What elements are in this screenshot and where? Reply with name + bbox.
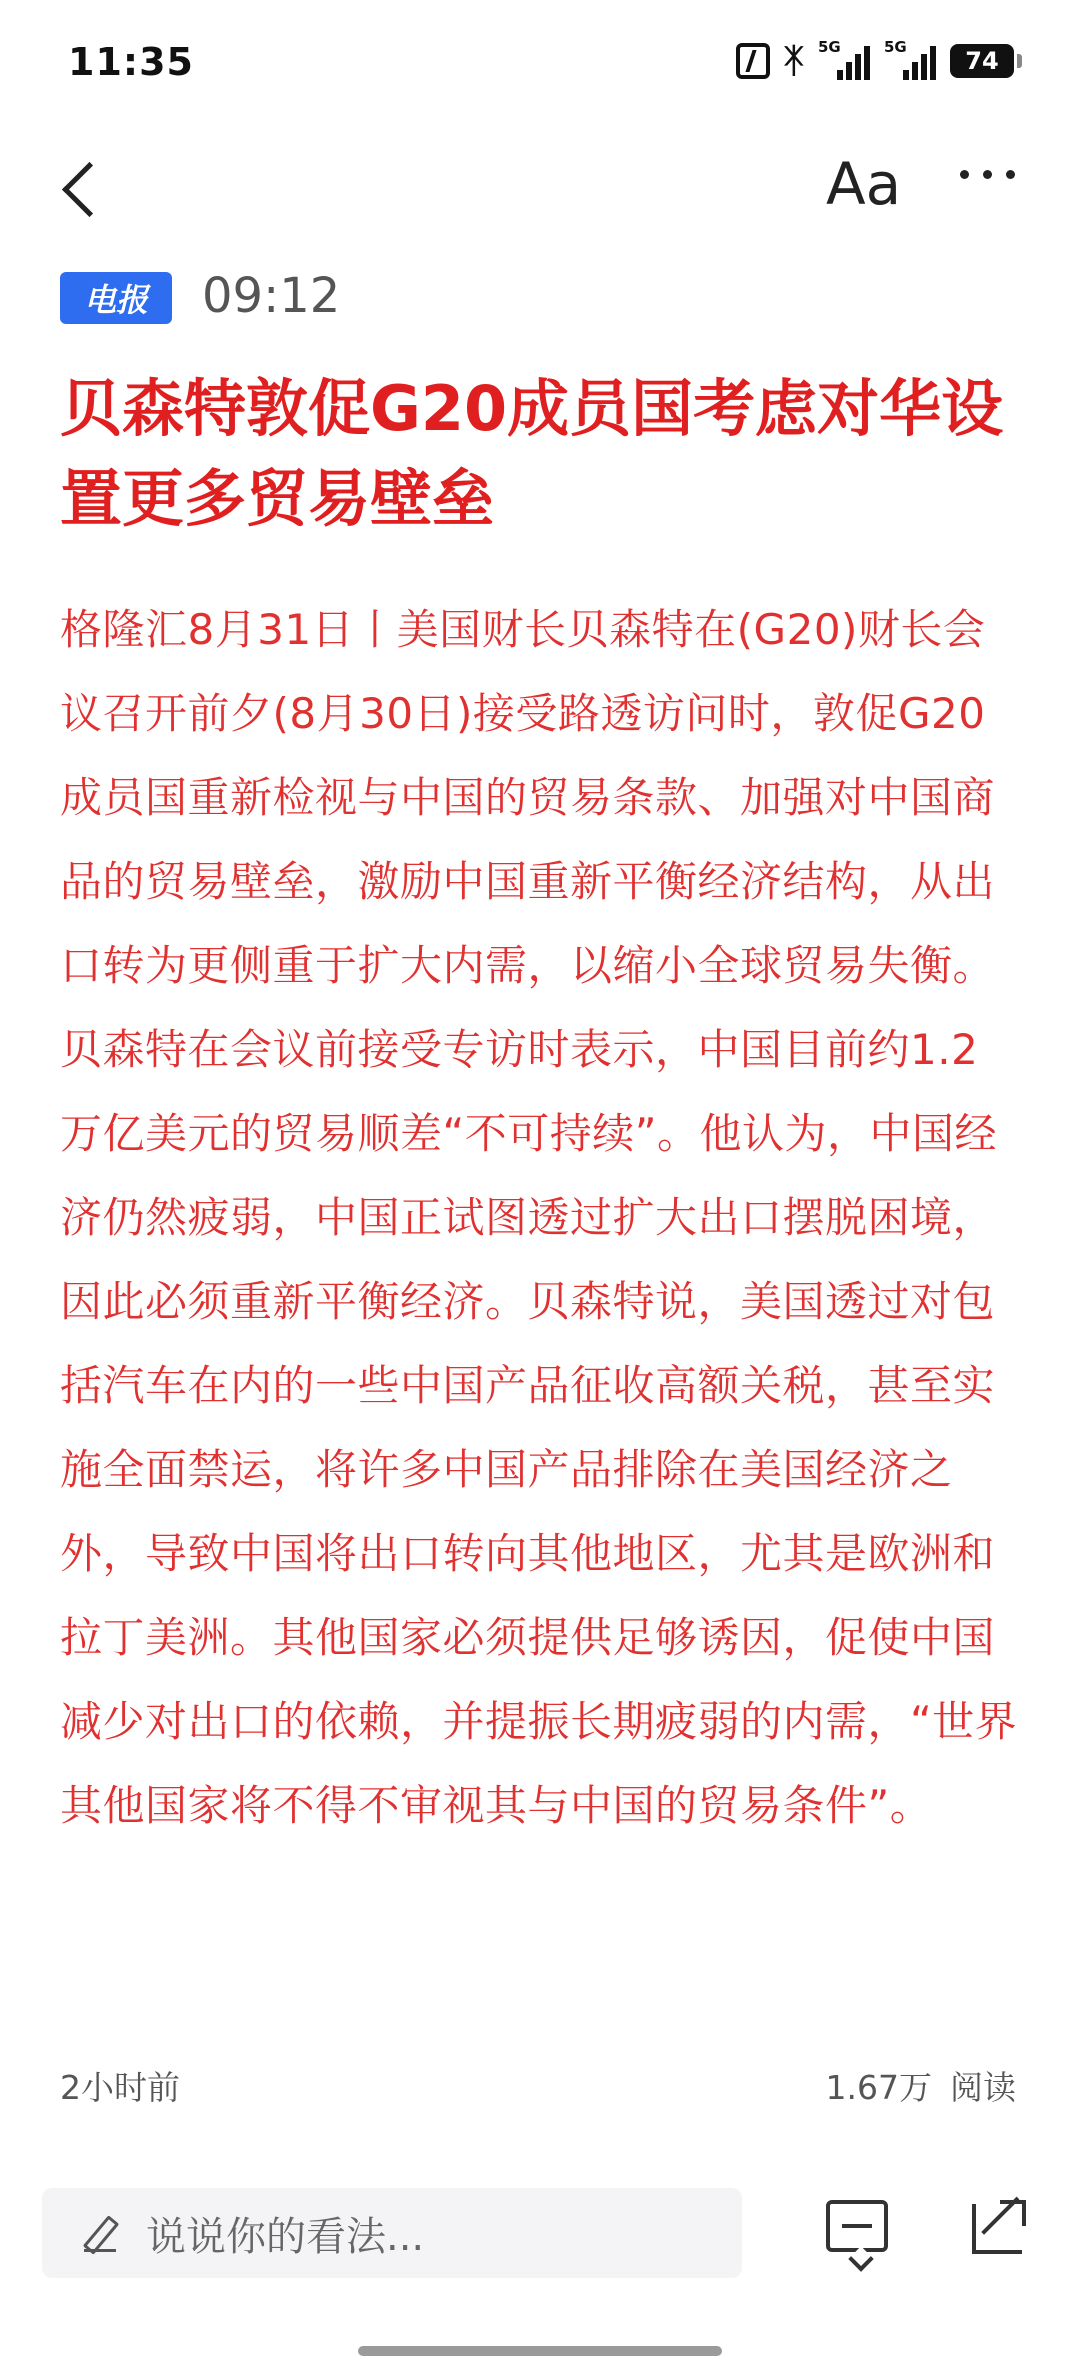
status-icons <box>736 38 1014 81</box>
share-icon[interactable] <box>972 2204 1022 2254</box>
signal-label-2: 5G <box>884 38 907 56</box>
article-title: 贝森特敦促G20成员国考虑对华设置更多贸易壁垒 <box>60 372 1004 535</box>
status-time: 11:35 <box>68 40 194 84</box>
comment-input[interactable] <box>42 2188 742 2278</box>
back-button[interactable] <box>56 152 116 232</box>
signal-icon <box>818 38 870 80</box>
article-body <box>60 588 1020 1848</box>
time-ago: 2小时前 <box>60 2068 180 2107</box>
telegraph-tag: 电报 <box>60 272 172 324</box>
more-icon <box>960 170 969 179</box>
publish-time: 09:12 <box>202 268 341 324</box>
signal-icon-2 <box>884 38 936 80</box>
article-paragraph: 格隆汇8月31日丨美国财长贝森特在(G20)财长会议召开前夕(8月30日)接受路透访问时，敦促G20成员国重新检视与中国的贸易条款、加强对中国商品的贸易壁垒，激励中国重新平衡经济结构，从出口转为更侧重于扩大内需，以缩小全球贸易失衡。 <box>60 605 996 990</box>
comment-placeholder: 说说你的看法... <box>146 2213 425 2260</box>
read-count-value: 1.67万 <box>825 2068 932 2107</box>
bluetooth-icon: ᛡ <box>783 41 804 81</box>
status-bar <box>0 0 1080 120</box>
read-count <box>826 2062 1016 2109</box>
battery-icon: 74 <box>950 44 1014 78</box>
read-count-label: 阅读 <box>950 2068 1016 2107</box>
more-button[interactable] <box>960 170 1015 179</box>
font-size-button[interactable]: Aa <box>826 150 902 218</box>
signal-label: 5G <box>818 38 841 56</box>
home-indicator[interactable] <box>358 2346 722 2356</box>
pencil-icon <box>80 2213 120 2253</box>
comment-icon[interactable] <box>826 2200 888 2252</box>
article-paragraph: 贝森特在会议前接受专访时表示，中国目前约1.2万亿美元的贸易顺差“不可持续”。他认为，中国经济仍然疲弱，中国正试图透过扩大出口摆脱困境，因此必须重新平衡经济。贝森特说，美国透过对包括汽车在内的一些中国产品征收高额关税，甚至实施全面禁运，将许多中国产品排除在美国经济之外，导致中国将出口转向其他地区，尤其是欧洲和拉丁美洲。其他国家必须提供足够诱因，促使中国减少对出口的依赖，并提振长期疲弱的内需，“世界其他国家将不得不审视其与中国的贸易条件”。 <box>60 1025 1018 1830</box>
nfc-icon <box>736 43 770 79</box>
